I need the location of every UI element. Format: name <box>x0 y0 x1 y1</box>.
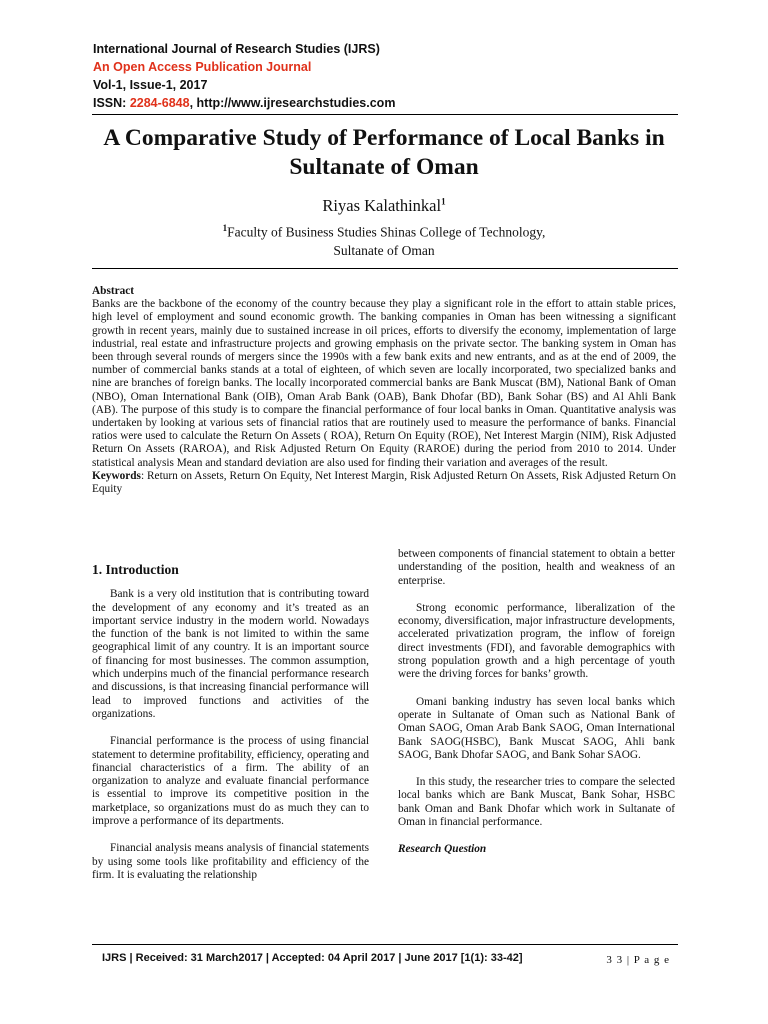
affiliation <box>80 219 688 260</box>
volume-info: Vol-1, Issue-1, 2017 <box>93 78 208 92</box>
author-line <box>80 196 688 216</box>
issn-label: ISSN: <box>93 96 130 110</box>
author-name: Riyas Kalathinkal <box>322 196 442 215</box>
open-access-label: An Open Access Publication Journal <box>93 60 312 74</box>
footer-divider <box>92 944 678 945</box>
author-sup: 1 <box>441 196 446 207</box>
left-column <box>92 548 369 896</box>
paragraph: Financial analysis means analysis of financial statements by using some tools like profitability and efficiency of the firm. It is evaluating the relationship <box>92 842 369 881</box>
paragraph: Bank is a very old institution that is contributing toward the development of any economy and it’s treated as an important service industry in the modern world. Nowadays the function of the bank is not limited to within the same geographical limit of any country. It is an important source of financing for most businesses. The common assumption, which underpins much of the financial performance research and discussions, is that increasing financial performance will lead to improved functions and activities of the organizations. <box>92 588 369 720</box>
research-question-heading: Research Question <box>398 843 487 856</box>
paragraph: Omani banking industry has seven local banks which operate in Sultanate of Oman such as National Bank of Oman SAOG, Oman Arab Bank SAOG, Oman International Bank SAOG(HSBC), Bank Muscat SAOG, Ahli bank SAOG, Bank Dhofar SAOG, and Bank Sohar SAOG. <box>398 695 675 761</box>
footer-info: IJRS | Received: 31 March2017 | Accepted: 04 April 2017 | June 2017 [1(1): 33-42] <box>102 952 523 964</box>
affiliation-line-2: Sultanate of Oman <box>333 242 435 258</box>
right-column <box>398 548 675 857</box>
paragraph-continuation: between components of financial statement to obtain a better understanding of the position, health and weakness of an enterprise. <box>398 548 675 587</box>
keywords-text: : Return on Assets, Return On Equity, Net Interest Margin, Risk Adjusted Return On Assets, Risk Adjusted Return On Equity <box>92 469 676 496</box>
abstract-heading: Abstract <box>92 285 135 297</box>
journal-name: International Journal of Research Studies (IJRS) <box>93 42 380 56</box>
affiliation-sup: 1 <box>222 223 228 233</box>
affiliation-line-1: $^1$Faculty of Business Studies Shinas College of Technology, <box>222 223 546 240</box>
journal-url[interactable]: , http://www.ijresearchstudies.com <box>189 96 396 110</box>
abstract-block <box>92 285 676 496</box>
keywords-label: Keywords <box>92 469 141 482</box>
abstract-text: Banks are the backbone of the economy of the country because they play a significant role in the effort to attain stable prices, high level of employment and sound economic growth. The banking companies in Oman has been witnessing a significant growth in recent years, mainly due to sustained increase in oil prices, efforts to diversify the economy, implementation of large industrial, real estate and infrastructure projects and growing emphasis on the private sector. The banking system in Oman has been through several rounds of mergers since the 1990s with a few bank exits and new entrants, and as at the end of 2009, the number of commercial banks stands at a total of eighteen, of which seven are locally incorporated, two specialized banks and nine are branches of foreign banks. The locally incorporated commercial banks are Bank Muscat (BM), National Bank of Oman (NBO), Oman International Bank (OIB), Oman Arab Bank (OAB), Bank Dhofar (BD), Bank Sohar (BS) and Al Ahli Bank (AB). The purpose of this study is to compare the financial performance of four local banks in Oman. Quantitative analysis was undertaken by looking at various sets of financial ratios that are routinely used to measure the performance of banks. Financial ratios were used to calculate the Return On Assets ( ROA), Return On Equity (ROE), Net Interest Margin (NIM), Risk Adjusted Return On Assets (RAROA), and Risk Adjusted Return On Equity (RAROE) during the period from 2010 to 2014. Under statistical analysis Mean and standard deviation are also used for finding their variation and averages of the result. <box>92 298 676 469</box>
issn-value: 2284-6848 <box>129 96 190 110</box>
section-heading-introduction: 1. Introduction <box>92 562 179 577</box>
issn-line <box>93 94 395 112</box>
paper-title: A Comparative Study of Performance of Local Banks in Sultanate of Oman <box>103 125 665 180</box>
page-number: 3 3 | P a g e <box>606 954 670 966</box>
abstract-divider <box>92 268 678 269</box>
paragraph: In this study, the researcher tries to compare the selected local banks which are Bank Muscat, Bank Sohar, HSBC bank Oman and Bank Dhofar which work in Sultanate of Oman in financial performance. <box>398 776 675 829</box>
paragraph: Strong economic performance, liberalization of the economy, diversification, major infrastructure developments, accelerated privatization program, the inflow of foreign direct investments (FDI), and favorable demographics with strong population growth and a high percentage of youth were the driving forces for banks’ growth. <box>398 601 675 681</box>
journal-header <box>93 40 395 112</box>
header-divider <box>92 114 678 115</box>
paragraph: Financial performance is the process of using financial statement to determine profitability, efficiency, operating and financial characteristics of a firm. The ability of an organization to analyze and evaluate financial performance is essential to improve its competitive position in the marketplace, so organizations must do as much they can to improve a performance of its departments. <box>92 735 369 828</box>
keywords <box>92 470 676 496</box>
